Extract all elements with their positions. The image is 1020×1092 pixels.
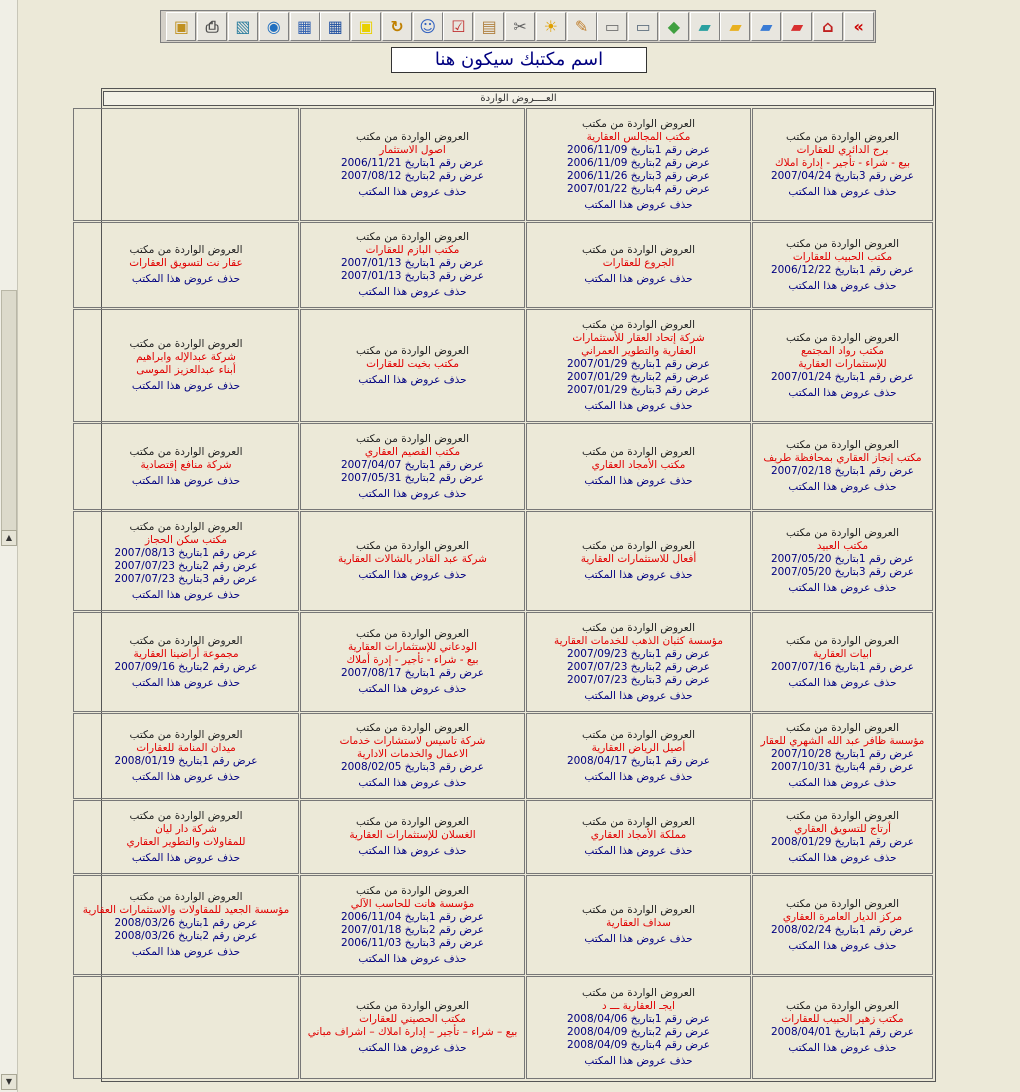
card-heading: العروض الواردة من مكتب [786, 237, 899, 250]
office-card [300, 309, 525, 422]
office-name-link[interactable]: عقار نت لتسويق العقارات [129, 257, 243, 269]
office-card [752, 875, 933, 975]
delete-offers-link[interactable]: حذف عروض هذا المكتب [584, 1055, 693, 1067]
toolbar-button-drive[interactable] [597, 12, 627, 41]
card-heading: العروض الواردة من مكتب [129, 728, 243, 741]
office-card [526, 222, 751, 308]
card-heading: العروض الواردة من مكتب [786, 130, 899, 143]
card-heading: العروض الواردة من مكتب [786, 527, 899, 539]
office-card [300, 108, 525, 221]
note-icon: ▣ [358, 16, 374, 36]
offer-link[interactable]: عرض رقم 1بتاريخ 2007/10/28 [770, 748, 915, 760]
office-name-link[interactable]: مكتب المجالس العقارية [586, 130, 691, 143]
delete-offers-link[interactable]: حذف عروض هذا المكتب [131, 676, 241, 689]
offer-link[interactable]: عرض رقم 2بتاريخ 2007/01/18 [340, 923, 485, 936]
office-card [526, 612, 751, 712]
toolbar-button-home[interactable] [813, 12, 843, 41]
offer-link[interactable]: عرض رقم 1بتاريخ 2007/01/13 [340, 257, 485, 269]
offer-link[interactable]: عرض رقم 1بتاريخ 2008/01/29 [770, 835, 915, 848]
delete-offers-link[interactable]: حذف عروض هذا المكتب [788, 777, 897, 789]
toolbar-button-network[interactable] [228, 12, 258, 41]
toolbar-button-print[interactable] [197, 12, 227, 41]
office-name-link[interactable]: للمقاولات والتطوير العقاري [126, 835, 246, 848]
offer-link[interactable]: عرض رقم 3بتاريخ 2007/01/29 [566, 383, 711, 396]
card-heading: العروض الواردة من مكتب [356, 344, 469, 357]
office-name-link[interactable]: الودعاني للإستثمارات العقارية [347, 641, 478, 653]
delete-offers-link[interactable]: حذف عروض هذا المكتب [584, 770, 693, 783]
offer-link[interactable]: عرض رقم 2بتاريخ 2007/09/16 [114, 660, 258, 673]
delete-offers-link[interactable]: حذف عروض هذا المكتب [358, 777, 467, 789]
office-card [73, 612, 299, 712]
office-name-link[interactable]: مملكة الأمجاد العقاري [590, 829, 687, 841]
office-name-link[interactable]: للإستثمارات العقارية [798, 357, 887, 370]
offer-link[interactable]: عرض رقم 1بتاريخ 2008/01/19 [114, 754, 258, 767]
card-heading: العروض الواردة من مكتب [582, 540, 695, 552]
checklist-icon: ☑ [451, 16, 466, 36]
offer-link[interactable]: عرض رقم 4بتاريخ 2007/01/22 [566, 182, 711, 195]
offer-link[interactable]: عرض رقم 1بتاريخ 2007/02/18 [770, 465, 915, 477]
offer-link[interactable]: عرض رقم 3بتاريخ 2006/11/26 [566, 169, 711, 182]
card-heading: العروض الواردة من مكتب [786, 331, 899, 344]
save-as-icon: ▦ [327, 16, 343, 36]
office-card [752, 612, 933, 712]
office-card [73, 309, 299, 422]
card-heading: العروض الواردة من مكتب [356, 130, 469, 143]
toolbar-button-clipboard[interactable] [474, 12, 504, 41]
office-name-link[interactable]: مكتب العبيد [816, 540, 869, 552]
delete-offers-link[interactable]: حذف عروض هذا المكتب [131, 273, 241, 285]
offer-link[interactable]: عرض رقم 1بتاريخ 2007/01/24 [770, 370, 915, 383]
card-heading: العروض الواردة من مكتب [582, 621, 695, 634]
delete-offers-link[interactable]: حذف عروض هذا المكتب [584, 845, 693, 857]
card-heading: العروض الواردة من مكتب [356, 884, 469, 897]
office-card [300, 875, 525, 975]
card-heading: العروض الواردة من مكتب [786, 439, 899, 451]
card-heading: العروض الواردة من مكتب [786, 722, 899, 734]
toolbar-button-teal-folder[interactable] [690, 12, 720, 41]
offer-link[interactable]: عرض رقم 2بتاريخ 2008/04/09 [566, 1026, 711, 1038]
office-card [300, 976, 525, 1079]
office-name-link[interactable]: مجموعة أراضينا العقارية [133, 647, 239, 660]
office-name-link[interactable]: شركة منافع إقتصادية [140, 458, 232, 471]
refresh-icon: ↻ [390, 16, 404, 36]
toolbar-button-edit-document[interactable] [567, 12, 597, 41]
office-name-link[interactable]: شركة عبد القادر بالشالات العقارية [338, 553, 487, 565]
delete-offers-link[interactable]: حذف عروض هذا المكتب [358, 373, 467, 386]
office-card [752, 222, 933, 308]
office-name-link[interactable]: مكتب إنجاز العقاري بمحافظة طريف [763, 452, 922, 464]
card-heading: العروض الواردة من مكتب [129, 520, 243, 533]
office-card [752, 423, 933, 510]
office-name-link[interactable]: برج الدائري للعقارات [796, 143, 889, 156]
scrollbar-thumb[interactable] [1, 290, 17, 532]
delete-offers-link[interactable]: حذف عروض هذا المكتب [788, 851, 897, 864]
office-name-link[interactable]: سداف العقارية [606, 917, 671, 929]
toolbar-button-save[interactable] [290, 12, 320, 41]
card-heading: العروض الواردة من مكتب [356, 1000, 469, 1012]
offer-link[interactable]: عرض رقم 1بتاريخ 2008/02/24 [770, 923, 915, 936]
office-name-link[interactable]: بيع - شراء - تأجير - إدارة املاك [775, 156, 910, 169]
office-name-link[interactable]: أبناء عبدالعزيز الموسى [136, 364, 236, 376]
office-name-link[interactable]: مركز الديار العامرة العقاري [782, 910, 903, 923]
office-card [300, 612, 525, 712]
office-name-link[interactable]: مكتب زهير الحبيب للعقارات [781, 1013, 904, 1025]
delete-offers-link[interactable]: حذف عروض هذا المكتب [788, 582, 897, 594]
office-name-link[interactable]: أفعال للاستثمارات العقارية [580, 553, 697, 565]
card-heading: العروض الواردة من مكتب [356, 231, 469, 243]
delete-offers-link[interactable]: حذف عروض هذا المكتب [131, 380, 241, 392]
office-name-link[interactable]: مكتب الحصيني للعقارات [359, 1013, 466, 1025]
offer-link[interactable]: عرض رقم 1بتاريخ 2007/01/29 [566, 357, 711, 370]
office-name-link[interactable]: ميدان المنامة للعقارات [136, 741, 236, 754]
office-name-link[interactable]: ابيات العقارية [813, 647, 872, 660]
card-heading: العروض الواردة من مكتب [582, 816, 695, 828]
scroll-up-arrow-icon[interactable]: ▲ [1, 530, 17, 546]
office-card [73, 423, 299, 510]
offer-link[interactable]: عرض رقم 2بتاريخ 2008/03/26 [114, 930, 258, 942]
card-heading: العروض الواردة من مكتب [129, 891, 243, 903]
office-name-link[interactable]: اصول الاستثمار [379, 143, 446, 156]
office-card [526, 309, 751, 422]
card-heading: العروض الواردة من مكتب [129, 244, 243, 256]
delete-offers-link[interactable]: حذف عروض هذا المكتب [584, 569, 693, 581]
offer-link[interactable]: عرض رقم 2بتاريخ 2007/01/29 [566, 370, 711, 383]
toolbar-button-blue-folder[interactable] [751, 12, 781, 41]
toolbar-button-note[interactable] [351, 12, 381, 41]
toolbar-button-weather[interactable] [536, 12, 566, 41]
offer-link[interactable]: عرض رقم 1بتاريخ 2007/04/07 [340, 458, 485, 471]
office-card [73, 511, 299, 611]
office-name-link[interactable]: مؤسسة ظافر عبد الله الشهري للعقار [760, 735, 925, 747]
toolbar-button-colored-blocks[interactable] [659, 12, 689, 41]
colored-blocks-icon: ◆ [667, 16, 681, 36]
card-heading: العروض الواردة من مكتب [129, 338, 243, 350]
offer-link[interactable]: عرض رقم 2بتاريخ 2007/07/23 [114, 559, 258, 572]
office-card [526, 511, 751, 611]
card-heading: العروض الواردة من مكتب [582, 244, 695, 256]
toolbar-button-tools[interactable] [505, 12, 535, 41]
office-card [300, 713, 525, 799]
empty-cell [73, 108, 299, 221]
globe-icon: ◉ [266, 16, 281, 36]
office-card [752, 511, 933, 611]
office-name-link[interactable]: مكتب القصيم العقاري [364, 445, 461, 458]
card-heading: العروض الواردة من مكتب [786, 634, 899, 647]
card-heading: العروض الواردة من مكتب [582, 117, 695, 130]
office-name-link[interactable]: شركة تاسيس لاستشارات خدمات [339, 735, 486, 747]
offer-link[interactable]: عرض رقم 3بتاريخ 2006/11/03 [340, 936, 485, 949]
office-card [526, 713, 751, 799]
drive-arrow-icon: ▭ [635, 16, 651, 36]
toolbar [160, 10, 876, 43]
office-name-link[interactable]: شركة إتحاد العقار للأستثمارات [572, 331, 705, 344]
teal-folder-icon: ▰ [698, 16, 711, 36]
office-name-link[interactable]: ايجـ العقارية ـــ د [602, 1000, 675, 1012]
toolbar-button-red-folder[interactable] [782, 12, 812, 41]
card-heading: العروض الواردة من مكتب [582, 318, 695, 331]
offer-link[interactable]: عرض رقم 1بتاريخ 2008/04/06 [566, 1013, 711, 1025]
offer-link[interactable]: عرض رقم 1بتاريخ 2007/07/16 [770, 660, 915, 673]
office-name-link[interactable]: الغسلان للإستثمارات العقارية [349, 829, 476, 841]
office-name-link[interactable]: العقارية والتطوير العمراني [581, 344, 696, 357]
print-icon: ⎙ [205, 16, 219, 36]
delete-offers-link[interactable]: حذف عروض هذا المكتب [358, 683, 467, 695]
toolbar-button-refresh[interactable] [382, 12, 412, 41]
offer-link[interactable]: عرض رقم 1بتاريخ 2006/12/22 [770, 263, 915, 276]
offer-link[interactable]: عرض رقم 2بتاريخ 2007/07/23 [566, 660, 711, 673]
delete-offers-link[interactable]: حذف عروض هذا المكتب [358, 185, 467, 198]
delete-offers-link[interactable]: حذف عروض هذا المكتب [788, 185, 897, 198]
card-heading: العروض الواردة من مكتب [356, 432, 469, 445]
delete-offers-link[interactable]: حذف عروض هذا المكتب [788, 939, 897, 952]
offer-link[interactable]: عرض رقم 3بتاريخ 2007/01/13 [340, 270, 485, 282]
delete-offers-link[interactable]: حذف عروض هذا المكتب [788, 386, 897, 399]
office-card [752, 800, 933, 874]
office-name-link[interactable]: مكتب بخيت للعقارات [366, 357, 459, 370]
office-name-link[interactable]: مؤسسة كثبان الذهب للخدمات العقارية [554, 634, 723, 647]
office-name-link[interactable]: شركة عبدالإله وابراهيم [136, 351, 236, 363]
office-name-link[interactable]: الاعمال والخدمات الادارية [356, 748, 469, 760]
card-heading: العروض الواردة من مكتب [356, 722, 469, 734]
offer-link[interactable]: عرض رقم 1بتاريخ 2007/08/13 [114, 546, 258, 559]
office-name-link[interactable]: مكتب الأمجاد العقاري [591, 458, 686, 471]
scroll-down-arrow-icon[interactable]: ▼ [1, 1074, 17, 1090]
card-heading: العروض الواردة من مكتب [786, 809, 899, 822]
blue-folder-icon: ▰ [760, 16, 773, 36]
office-name-link[interactable]: مكتب سكن الحجاز [144, 533, 228, 546]
delete-offers-link[interactable]: حذف عروض هذا المكتب [131, 851, 241, 864]
delete-offers-link[interactable]: حذف عروض هذا المكتب [131, 588, 241, 601]
clipboard-icon: ▤ [481, 16, 497, 36]
tools-icon: ✂ [513, 16, 527, 36]
delete-offers-link[interactable]: حذف عروض هذا المكتب [788, 481, 897, 493]
yellow-folder-icon: ▰ [729, 16, 742, 36]
card-heading: العروض الواردة من مكتب [356, 628, 469, 640]
delete-offers-link[interactable]: حذف عروض هذا المكتب [584, 273, 693, 285]
delete-offers-link[interactable]: حذف عروض هذا المكتب [131, 474, 241, 487]
offer-link[interactable]: عرض رقم 3بتاريخ 2007/04/24 [770, 169, 915, 182]
toolbar-button-users[interactable] [413, 12, 443, 41]
delete-offers-link[interactable]: حذف عروض هذا المكتب [584, 933, 693, 945]
card-heading: العروض الواردة من مكتب [582, 445, 695, 458]
offer-link[interactable]: عرض رقم 1بتاريخ 2006/11/04 [340, 910, 485, 923]
office-card [752, 976, 933, 1079]
office-name-link[interactable]: مكتب رواد المجتمع [800, 344, 885, 357]
offer-link[interactable]: عرض رقم 3بتاريخ 2007/07/23 [566, 673, 711, 686]
drive-icon: ▭ [604, 16, 620, 36]
offer-link[interactable]: عرض رقم 1بتاريخ 2008/04/17 [566, 754, 711, 767]
delete-offers-link[interactable]: حذف عروض هذا المكتب [358, 286, 467, 298]
offer-link[interactable]: عرض رقم 1بتاريخ 2008/04/01 [770, 1026, 915, 1038]
office-card [752, 108, 933, 221]
card-heading: العروض الواردة من مكتب [582, 904, 695, 916]
section-title: العــــروض الواردة [103, 91, 934, 106]
card-heading: العروض الواردة من مكتب [356, 540, 469, 552]
delete-offers-link[interactable]: حذف عروض هذا المكتب [788, 1042, 897, 1054]
offer-link[interactable]: عرض رقم 3بتاريخ 2007/07/23 [114, 572, 258, 585]
office-card [526, 875, 751, 975]
office-title: اسم مكتبك سيكون هنا [391, 47, 647, 73]
card-heading: العروض الواردة من مكتب [786, 1000, 899, 1012]
offer-link[interactable]: عرض رقم 3بتاريخ 2008/02/05 [340, 761, 485, 773]
toolbar-button-yellow-folder[interactable] [720, 12, 750, 41]
card-heading: العروض الواردة من مكتب [129, 634, 243, 647]
double-arrow-icon: « [853, 16, 864, 36]
users-icon: ☺ [419, 16, 437, 36]
save-icon: ▦ [296, 16, 313, 36]
offer-link[interactable]: عرض رقم 1بتاريخ 2006/11/09 [566, 143, 711, 156]
office-name-link[interactable]: بيع – شراء – تأجير – إدارة املاك – اشراف مباني [307, 1026, 518, 1038]
delete-offers-link[interactable]: حذف عروض هذا المكتب [584, 198, 693, 211]
toolbar-button-drive-arrow[interactable] [628, 12, 658, 41]
office-name-link[interactable]: مؤسسة الجعيد للمقاولات والاستثمارات العقارية [82, 904, 290, 916]
office-name-link[interactable]: أرتاج للتسويق العقاري [794, 822, 891, 835]
office-name-link[interactable]: بيع - شراء - تأجير - إدرة أملاك [346, 654, 479, 666]
office-card [300, 222, 525, 308]
delete-offers-link[interactable]: حذف عروض هذا المكتب [131, 770, 241, 783]
delete-offers-link[interactable]: حذف عروض هذا المكتب [358, 569, 467, 581]
office-name-link[interactable]: مكتب البازم للعقارات [365, 244, 460, 256]
delete-offers-link[interactable]: حذف عروض هذا المكتب [358, 1042, 467, 1054]
offer-link[interactable]: عرض رقم 3بتاريخ 2007/05/20 [770, 566, 915, 578]
delete-offers-link[interactable]: حذف عروض هذا المكتب [788, 279, 897, 292]
offer-link[interactable]: عرض رقم 2بتاريخ 2006/11/09 [566, 156, 711, 169]
weather-icon: ☀ [543, 16, 558, 36]
delete-offers-link[interactable]: حذف عروض هذا المكتب [358, 952, 467, 965]
card-heading: العروض الواردة من مكتب [786, 897, 899, 910]
office-card [526, 423, 751, 510]
delete-offers-link[interactable]: حذف عروض هذا المكتب [131, 946, 241, 958]
offer-link[interactable]: عرض رقم 2بتاريخ 2007/05/31 [340, 471, 485, 484]
offer-link[interactable]: عرض رقم 4بتاريخ 2008/04/09 [566, 1039, 711, 1051]
toolbar-button-save-as[interactable] [320, 12, 350, 41]
offer-link[interactable]: عرض رقم 1بتاريخ 2007/05/20 [770, 553, 915, 565]
edit-document-icon: ✎ [574, 16, 589, 36]
offer-link[interactable]: عرض رقم 2بتاريخ 2007/08/12 [340, 169, 485, 182]
office-name-link[interactable]: الجروع للعقارات [602, 257, 675, 269]
delete-offers-link[interactable]: حذف عروض هذا المكتب [358, 487, 467, 500]
card-heading: العروض الواردة من مكتب [129, 809, 243, 822]
offer-link[interactable]: عرض رقم 1بتاريخ 2007/09/23 [566, 647, 711, 660]
delete-offers-link[interactable]: حذف عروض هذا المكتب [584, 689, 693, 702]
office-card [73, 875, 299, 975]
delete-offers-link[interactable]: حذف عروض هذا المكتب [584, 399, 693, 412]
offers-grid [82, 108, 934, 1080]
toolbar-button-globe[interactable] [259, 12, 289, 41]
office-card [526, 976, 751, 1079]
card-heading: العروض الواردة من مكتب [356, 816, 469, 828]
office-card [752, 713, 933, 799]
home-icon: ⌂ [822, 16, 834, 36]
card-heading: العروض الواردة من مكتب [129, 445, 243, 458]
office-name-link[interactable]: شركة دار ليان [155, 822, 217, 835]
delete-offers-link[interactable]: حذف عروض هذا المكتب [788, 676, 897, 689]
office-card [73, 222, 299, 308]
card-heading: العروض الواردة من مكتب [582, 728, 695, 741]
office-card [752, 309, 933, 422]
toolbar-button-double-arrow[interactable] [844, 12, 874, 41]
offer-link[interactable]: عرض رقم 4بتاريخ 2007/10/31 [770, 761, 915, 773]
offer-link[interactable]: عرض رقم 1بتاريخ 2007/08/17 [340, 667, 485, 679]
offer-link[interactable]: عرض رقم 1بتاريخ 2008/03/26 [114, 917, 258, 929]
empty-cell [73, 976, 299, 1079]
office-name-link[interactable]: أصيل الرياض العقارية [591, 741, 686, 754]
office-card [300, 511, 525, 611]
toolbar-button-checklist[interactable] [443, 12, 473, 41]
office-card [300, 423, 525, 510]
lock-icon: ▣ [173, 16, 189, 36]
vertical-scrollbar[interactable] [0, 0, 18, 1092]
toolbar-button-lock[interactable] [166, 12, 196, 41]
card-heading: العروض الواردة من مكتب [582, 987, 695, 999]
offer-link[interactable]: عرض رقم 1بتاريخ 2006/11/21 [340, 156, 485, 169]
red-folder-icon: ▰ [790, 16, 804, 36]
office-card [526, 800, 751, 874]
delete-offers-link[interactable]: حذف عروض هذا المكتب [358, 845, 467, 857]
office-card [73, 713, 299, 799]
office-name-link[interactable]: مؤسسة هانت للحاسب الآلي [350, 897, 475, 910]
office-card [300, 800, 525, 874]
office-card [73, 800, 299, 874]
delete-offers-link[interactable]: حذف عروض هذا المكتب [584, 474, 693, 487]
network-icon: ▧ [235, 16, 251, 36]
office-name-link[interactable]: مكتب الحبيب للعقارات [792, 250, 893, 263]
office-card [526, 108, 751, 221]
